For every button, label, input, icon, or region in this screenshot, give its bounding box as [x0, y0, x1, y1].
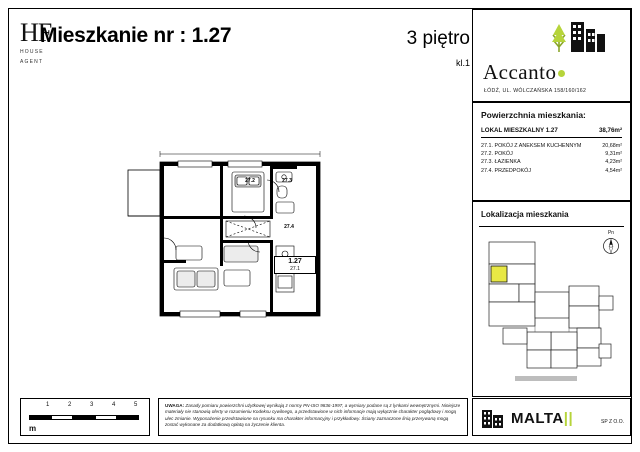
floor-label: 3 piętro	[406, 28, 470, 49]
room-value: 4,54m²	[605, 167, 622, 174]
brand-address: ŁÓDŹ, UL. WÓLCZAŃSKA 158/160/162	[484, 88, 587, 94]
room-code-27-4: 27.4	[284, 224, 294, 230]
developer-name	[511, 410, 573, 427]
room-value: 20,68m²	[602, 143, 622, 149]
note-text: Zasady pomiaru powierzchni użytkowej wynikają z normy PN-ISO 9836-1997, a wymiary podane są z lynkami wewnętrznymi. Niniejsze materiały nie stanowią oferty w rozumieniu Kodeksu cywilnego, a przedstawione w nich informacje mają wyłącznie charakter poglądowy i mogą ulec zmianie. Wyposażenie przedstawione na rysunku ma charakter informacyjny i przykładowy. Ściany zaznaczone linią przerywaną mogą zostać wykonane za dodatkową opłatą na życzenie klienta.	[165, 403, 461, 428]
highlighted-unit	[491, 266, 507, 282]
room-label: 27.1. POKÓJ Z ANEKSEM KUCHENNYM	[481, 143, 582, 149]
location-divider	[479, 226, 624, 227]
area-title: Powierzchnia mieszkania:	[481, 110, 586, 120]
note-prefix: UWAGA:	[165, 403, 185, 408]
room-value: 9,31m²	[605, 151, 622, 158]
room-label: 27.3. ŁAZIENKA	[481, 159, 521, 166]
developer-suffix: SP Z O.O.	[601, 419, 624, 425]
area-room-list	[481, 142, 622, 175]
area-unit-label: LOKAL MIESZKALNY 1.27	[481, 127, 558, 134]
scale-tick-3: 3	[90, 402, 94, 408]
list-item	[481, 150, 622, 158]
list-item	[481, 167, 622, 175]
building-icon	[481, 407, 505, 429]
developer-name-text: MALTA	[511, 410, 564, 427]
house-agent-monogram: HF	[20, 18, 52, 47]
room-code-27-3: 27.3	[282, 178, 292, 184]
area-divider	[481, 137, 622, 138]
unit-badge	[274, 256, 316, 274]
brand-dot-icon	[558, 70, 565, 77]
location-title: Lokalizacja mieszkania	[481, 210, 569, 219]
brand-box	[472, 9, 631, 102]
developer-box	[472, 398, 631, 436]
developer-bars: ||	[563, 410, 574, 427]
right-column	[472, 9, 631, 388]
room-label: 27.4. PRZEDPOKÓJ	[481, 167, 532, 174]
list-item	[481, 158, 622, 166]
unit-badge-room: 27.1	[290, 266, 300, 272]
buildings-tree-icon	[549, 18, 609, 54]
house-agent-line2: AGENT	[20, 59, 44, 65]
brand-name-text: Accanto	[483, 60, 557, 84]
scale-unit: m	[29, 424, 37, 433]
key-plan-diagram	[481, 236, 624, 388]
area-box	[472, 102, 631, 201]
area-total: 38,76m²	[598, 127, 622, 134]
legal-note	[158, 398, 468, 436]
room-label: 27.2. POKÓJ	[481, 151, 513, 158]
scale-tick-2: 2	[68, 402, 72, 408]
staircase-label: kl.1	[455, 58, 470, 68]
page-title: Mieszkanie nr : 1.27	[40, 24, 232, 47]
location-box	[472, 201, 631, 397]
room-value: 4,23m²	[605, 159, 622, 166]
list-item	[481, 142, 622, 150]
scale-bar	[29, 415, 141, 420]
brand-name	[483, 60, 565, 85]
unit-badge-number: 1.27	[288, 258, 302, 265]
scale-tick-1: 1	[46, 402, 50, 408]
house-agent-line1: HOUSE	[20, 49, 44, 55]
scale-box	[20, 398, 150, 436]
compass-north-label: Pn	[607, 230, 615, 236]
scale-tick-5: 5	[134, 402, 138, 408]
room-code-27-2: 27.2	[245, 178, 255, 184]
apartment-floorplan	[120, 120, 390, 370]
scale-tick-4: 4	[112, 402, 116, 408]
